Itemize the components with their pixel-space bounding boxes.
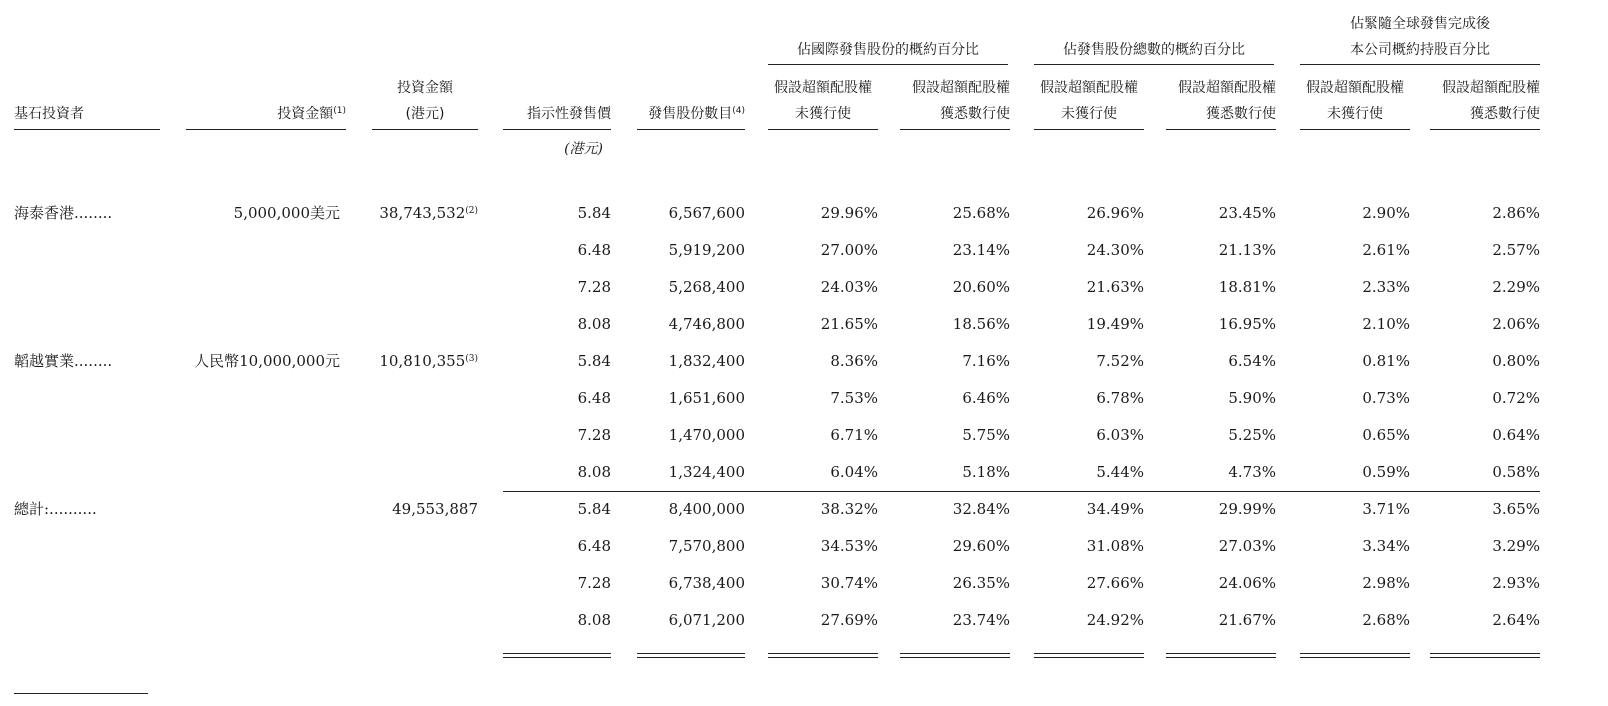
g3-a-header-rule (1300, 129, 1410, 130)
percentage-cell: 2.64% (1492, 611, 1540, 629)
percentage-cell: 18.81% (1218, 278, 1276, 296)
investor-name: 海泰香港........ (14, 204, 113, 222)
footnote-rule (14, 693, 148, 694)
percentage-cell: 23.74% (952, 611, 1010, 629)
g2-b-header-rule (1166, 129, 1276, 130)
percentage-cell: 27.69% (820, 611, 878, 629)
amount-header-rule (186, 129, 346, 130)
offer-price-cell: 5.84 (577, 204, 611, 222)
offer-price-cell: 6.48 (577, 241, 611, 259)
offer-price-cell: 5.84 (577, 500, 611, 518)
g1-a-header-line1: 假設超額配股權 (774, 80, 872, 96)
percentage-cell: 24.30% (1086, 241, 1144, 259)
g1-b-header-line2: 獲悉數行使 (940, 106, 1010, 122)
percentage-cell: 7.53% (830, 389, 878, 407)
percentage-cell: 7.16% (962, 352, 1010, 370)
offer-price-cell: 8.08 (577, 463, 611, 481)
investor-header: 基石投資者 (14, 106, 84, 122)
percentage-cell: 2.33% (1362, 278, 1410, 296)
percentage-cell: 24.92% (1086, 611, 1144, 629)
g2-a-header-line2: 未獲行使 (1061, 106, 1117, 122)
percentage-cell: 3.71% (1362, 500, 1410, 518)
percentage-cell: 5.18% (962, 463, 1010, 481)
g2-a-header-rule (1034, 129, 1144, 130)
price-unit: (港元) (564, 141, 603, 157)
investment-amount: 人民幣10,000,000元 (194, 352, 340, 370)
double-rule (768, 653, 878, 658)
percentage-cell: 2.29% (1492, 278, 1540, 296)
shares-cell: 1,651,600 (668, 389, 745, 407)
percentage-cell: 21.63% (1086, 278, 1144, 296)
amount-header: 投資金額$^{(1)}$ (277, 106, 346, 122)
g3-b-header-line1: 假設超額配股權 (1442, 80, 1540, 96)
group1-header: 佔國際發售股份的概約百分比 (797, 42, 979, 58)
shares-header: 發售股份數目$^{(4)}$ (648, 106, 745, 122)
shares-cell: 8,400,000 (668, 500, 745, 518)
group3-rule (1300, 64, 1540, 65)
percentage-cell: 26.35% (952, 574, 1010, 592)
shares-cell: 4,746,800 (668, 315, 745, 333)
shares-cell: 1,324,400 (668, 463, 745, 481)
percentage-cell: 34.49% (1086, 500, 1144, 518)
g2-b-header-line2: 獲悉數行使 (1206, 106, 1276, 122)
percentage-cell: 5.90% (1228, 389, 1276, 407)
percentage-cell: 8.36% (830, 352, 878, 370)
percentage-cell: 6.03% (1096, 426, 1144, 444)
shares-cell: 6,071,200 (668, 611, 745, 629)
double-rule (1166, 653, 1276, 658)
percentage-cell: 0.59% (1362, 463, 1410, 481)
percentage-cell: 3.34% (1362, 537, 1410, 555)
investor-header-rule (14, 129, 160, 130)
percentage-cell: 5.75% (962, 426, 1010, 444)
percentage-cell: 16.95% (1218, 315, 1276, 333)
double-rule (900, 653, 1010, 658)
offer-price-cell: 8.08 (577, 611, 611, 629)
percentage-cell: 23.45% (1218, 204, 1276, 222)
percentage-cell: 32.84% (952, 500, 1010, 518)
percentage-cell: 0.80% (1492, 352, 1540, 370)
percentage-cell: 34.53% (820, 537, 878, 555)
g2-a-header-line1: 假設超額配股權 (1040, 80, 1138, 96)
group2-rule (1034, 64, 1274, 65)
percentage-cell: 7.52% (1096, 352, 1144, 370)
percentage-cell: 27.03% (1218, 537, 1276, 555)
investment-amount-hkd-value: 10,810,355 (379, 352, 466, 370)
shares-cell: 5,919,200 (668, 241, 745, 259)
percentage-cell: 31.08% (1086, 537, 1144, 555)
amount-hkd-header-line2: (港元) (405, 106, 445, 122)
shares-cell: 1,470,000 (668, 426, 745, 444)
price-header: 指示性發售價 (527, 106, 611, 122)
investment-amount-hkd-value: 49,553,887 (392, 500, 478, 518)
offer-price-cell: 5.84 (577, 352, 611, 370)
percentage-cell: 29.99% (1218, 500, 1276, 518)
g3-a-header-line1: 假設超額配股權 (1306, 80, 1404, 96)
percentage-cell: 24.06% (1218, 574, 1276, 592)
g3-b-header-line2: 獲悉數行使 (1470, 106, 1540, 122)
g3-b-header-rule (1430, 129, 1540, 130)
percentage-cell: 38.32% (820, 500, 878, 518)
percentage-cell: 6.78% (1096, 389, 1144, 407)
shares-cell: 6,738,400 (668, 574, 745, 592)
g1-b-header-line1: 假設超額配股權 (912, 80, 1010, 96)
percentage-cell: 23.14% (952, 241, 1010, 259)
double-rule (1430, 653, 1540, 658)
subtotal-rule (503, 491, 1540, 492)
g1-a-header-line2: 未獲行使 (795, 106, 851, 122)
group3-header-line1: 佔緊隨全球發售完成後 (1350, 16, 1490, 32)
shares-cell: 1,832,400 (668, 352, 745, 370)
g1-a-header-rule (768, 129, 878, 130)
percentage-cell: 26.96% (1086, 204, 1144, 222)
percentage-cell: 0.81% (1362, 352, 1410, 370)
percentage-cell: 0.73% (1362, 389, 1410, 407)
price-header-rule (503, 129, 611, 130)
shares-cell: 6,567,600 (668, 204, 745, 222)
g3-a-header-line2: 未獲行使 (1327, 106, 1383, 122)
percentage-cell: 0.65% (1362, 426, 1410, 444)
percentage-cell: 2.86% (1492, 204, 1540, 222)
investment-amount-hkd-value: 38,743,532 (379, 204, 466, 222)
double-rule (503, 653, 611, 658)
group1-rule (768, 64, 1008, 65)
percentage-cell: 2.68% (1362, 611, 1410, 629)
percentage-cell: 25.68% (952, 204, 1010, 222)
shares-cell: 5,268,400 (668, 278, 745, 296)
double-rule (1300, 653, 1410, 658)
percentage-cell: 3.29% (1492, 537, 1540, 555)
percentage-cell: 3.65% (1492, 500, 1540, 518)
percentage-cell: 4.73% (1228, 463, 1276, 481)
offer-price-cell: 7.28 (577, 278, 611, 296)
amount-hkd-header-rule (372, 129, 478, 130)
offer-price-cell: 6.48 (577, 389, 611, 407)
investor-name: 總計:.......... (14, 500, 97, 518)
percentage-cell: 20.60% (952, 278, 1010, 296)
investment-amount: 5,000,000美元 (233, 204, 340, 222)
offer-price-cell: 6.48 (577, 537, 611, 555)
footnote-ref: (3) (465, 354, 478, 364)
investment-amount-hkd (360, 499, 478, 519)
percentage-cell: 5.44% (1096, 463, 1144, 481)
percentage-cell: 2.57% (1492, 241, 1540, 259)
group3-header-line2: 本公司概約持股百分比 (1350, 42, 1490, 58)
shares-header-rule (637, 129, 745, 130)
footnote-ref: (2) (465, 206, 478, 216)
percentage-cell: 18.56% (952, 315, 1010, 333)
percentage-cell: 27.00% (820, 241, 878, 259)
percentage-cell: 2.90% (1362, 204, 1410, 222)
percentage-cell: 19.49% (1086, 315, 1144, 333)
percentage-cell: 6.71% (830, 426, 878, 444)
percentage-cell: 2.93% (1492, 574, 1540, 592)
percentage-cell: 0.58% (1492, 463, 1540, 481)
percentage-cell: 2.10% (1362, 315, 1410, 333)
investment-amount-hkd (360, 203, 478, 223)
percentage-cell: 2.06% (1492, 315, 1540, 333)
percentage-cell: 21.67% (1218, 611, 1276, 629)
percentage-cell: 21.65% (820, 315, 878, 333)
double-rule (1034, 653, 1144, 658)
g2-b-header-line1: 假設超額配股權 (1178, 80, 1276, 96)
percentage-cell: 6.04% (830, 463, 878, 481)
group2-header: 佔發售股份總數的概約百分比 (1063, 42, 1245, 58)
percentage-cell: 0.72% (1492, 389, 1540, 407)
offer-price-cell: 7.28 (577, 574, 611, 592)
percentage-cell: 30.74% (820, 574, 878, 592)
percentage-cell: 21.13% (1218, 241, 1276, 259)
shares-cell: 7,570,800 (668, 537, 745, 555)
percentage-cell: 6.46% (962, 389, 1010, 407)
percentage-cell: 29.96% (820, 204, 878, 222)
percentage-cell: 2.98% (1362, 574, 1410, 592)
percentage-cell: 29.60% (952, 537, 1010, 555)
percentage-cell: 2.61% (1362, 241, 1410, 259)
percentage-cell: 0.64% (1492, 426, 1540, 444)
investor-name: 韜越實業........ (14, 352, 113, 370)
percentage-cell: 5.25% (1228, 426, 1276, 444)
offer-price-cell: 8.08 (577, 315, 611, 333)
offer-price-cell: 7.28 (577, 426, 611, 444)
percentage-cell: 27.66% (1086, 574, 1144, 592)
amount-hkd-header-line1: 投資金額 (397, 80, 453, 96)
g1-b-header-rule (900, 129, 1010, 130)
double-rule (637, 653, 745, 658)
percentage-cell: 24.03% (820, 278, 878, 296)
percentage-cell: 6.54% (1228, 352, 1276, 370)
investment-amount-hkd (360, 351, 478, 371)
